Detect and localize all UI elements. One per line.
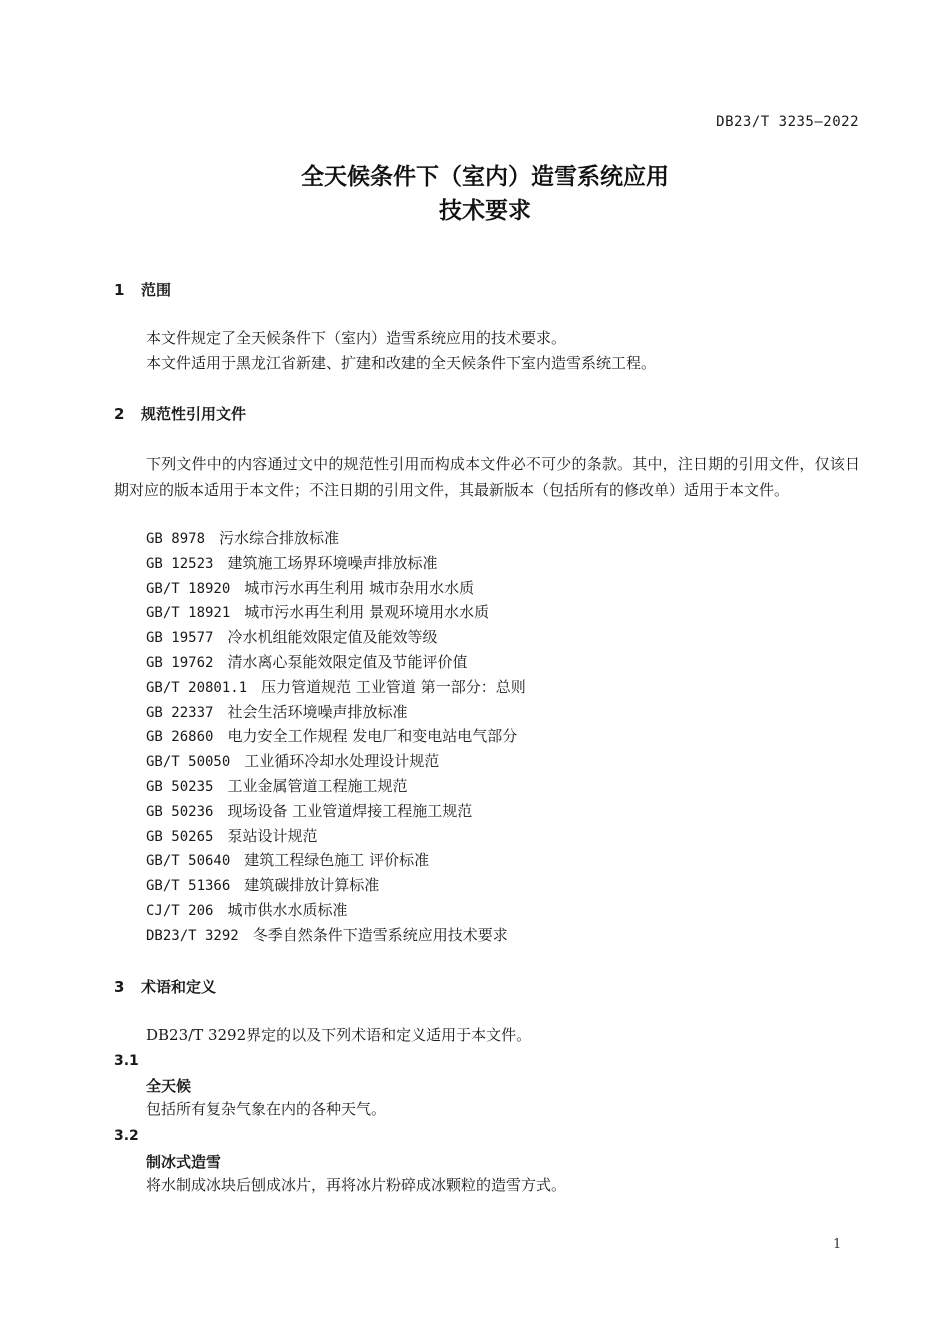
reference-title: 电力安全工作规程 发电厂和变电站电气部分 bbox=[227, 727, 518, 746]
reference-code: GB/T 18920 bbox=[146, 580, 231, 597]
section-2-number: 2 bbox=[114, 405, 125, 423]
reference-title: 冷水机组能效限定值及能效等级 bbox=[227, 628, 438, 647]
reference-item bbox=[146, 652, 526, 677]
reference-code: GB 26860 bbox=[146, 729, 214, 746]
section-2-intro: 下列文件中的内容通过文中的规范性引用而构成本文件必不可少的条款。其中，注日期的引用文件，仅该日期对应的版本适用于本文件；不注日期的引用文件，其最新版本（包括所有的修改单）适用于本文件。 bbox=[114, 455, 860, 499]
reference-code: DB23/T 3292 bbox=[146, 927, 239, 944]
section-1-paragraph-2: 本文件适用于黑龙江省新建、扩建和改建的全天候条件下室内造雪系统工程。 bbox=[146, 354, 657, 372]
reference-title: 建筑碳排放计算标准 bbox=[244, 876, 380, 895]
reference-code: GB 12523 bbox=[146, 555, 214, 572]
reference-item bbox=[146, 900, 526, 925]
reference-item bbox=[146, 801, 526, 826]
definition-3-2: 将水制成冰块后刨成冰片，再将冰片粉碎成冰颗粒的造雪方式。 bbox=[146, 1176, 567, 1194]
reference-title: 社会生活环境噪声排放标准 bbox=[227, 702, 408, 721]
reference-code: CJ/T 206 bbox=[146, 902, 214, 919]
section-1-title: 范围 bbox=[141, 281, 172, 299]
section-1-number: 1 bbox=[114, 281, 125, 299]
reference-item bbox=[146, 875, 526, 900]
reference-item bbox=[146, 850, 526, 875]
reference-item bbox=[146, 627, 526, 652]
reference-item bbox=[146, 702, 526, 727]
standard-code: DB23/T 3235—2022 bbox=[716, 114, 859, 130]
reference-code: GB 50265 bbox=[146, 828, 214, 845]
reference-item bbox=[146, 578, 526, 603]
section-1-heading bbox=[114, 279, 171, 300]
reference-title: 污水综合排放标准 bbox=[219, 529, 340, 547]
reference-code: GB 50236 bbox=[146, 803, 214, 820]
reference-title: 工业循环冷却水处理设计规范 bbox=[244, 752, 440, 771]
reference-title: 建筑施工场界环境噪声排放标准 bbox=[227, 553, 438, 572]
reference-item bbox=[146, 826, 526, 851]
clause-3-1-number: 3.1 bbox=[114, 1053, 139, 1069]
reference-code: GB/T 18921 bbox=[146, 605, 231, 622]
term-3-2: 制冰式造雪 bbox=[146, 1153, 222, 1171]
reference-code: GB/T 51366 bbox=[146, 878, 231, 895]
document-title-line1: 全天候条件下（室内）造雪系统应用 bbox=[301, 164, 669, 190]
reference-code: GB 22337 bbox=[146, 704, 214, 721]
reference-title: 城市污水再生利用 景观环境用水水质 bbox=[244, 603, 490, 622]
section-3-number: 3 bbox=[114, 978, 125, 996]
reference-code: GB 8978 bbox=[146, 531, 206, 547]
reference-item bbox=[146, 751, 526, 776]
page-number: 1 bbox=[833, 1237, 842, 1252]
clause-3-2-number: 3.2 bbox=[114, 1128, 139, 1144]
reference-title: 现场设备 工业管道焊接工程施工规范 bbox=[227, 801, 473, 820]
reference-title: 泵站设计规范 bbox=[227, 826, 318, 845]
reference-code: GB/T 50050 bbox=[146, 754, 231, 771]
reference-title: 压力管道规范 工业管道 第一部分：总则 bbox=[261, 677, 526, 696]
definition-3-1: 包括所有复杂气象在内的各种天气。 bbox=[146, 1100, 387, 1118]
reference-title: 清水离心泵能效限定值及节能评价值 bbox=[227, 652, 468, 671]
normative-reference-list bbox=[146, 528, 526, 950]
section-2-heading bbox=[114, 403, 246, 424]
reference-title: 城市供水水质标准 bbox=[227, 900, 348, 919]
section-3-title: 术语和定义 bbox=[141, 978, 217, 996]
section-2-title: 规范性引用文件 bbox=[141, 405, 247, 423]
section-3-intro: DB23/T 3292界定的以及下列术语和定义适用于本文件。 bbox=[146, 1026, 532, 1044]
reference-item bbox=[146, 553, 526, 578]
reference-title: 工业金属管道工程施工规范 bbox=[227, 776, 408, 795]
reference-code: GB 19762 bbox=[146, 654, 214, 671]
term-3-1: 全天候 bbox=[146, 1077, 192, 1095]
reference-item bbox=[146, 726, 526, 751]
reference-item bbox=[146, 677, 526, 702]
reference-code: GB 50235 bbox=[146, 778, 214, 795]
reference-title: 建筑工程绿色施工 评价标准 bbox=[244, 851, 430, 870]
reference-item bbox=[146, 925, 526, 950]
reference-title: 城市污水再生利用 城市杂用水水质 bbox=[244, 578, 475, 597]
reference-item bbox=[146, 528, 526, 553]
reference-title: 冬季自然条件下造雪系统应用技术要求 bbox=[252, 925, 508, 944]
reference-code: GB 19577 bbox=[146, 630, 214, 647]
reference-item bbox=[146, 776, 526, 801]
reference-item bbox=[146, 602, 526, 627]
document-title-line2: 技术要求 bbox=[439, 198, 531, 224]
reference-code: GB/T 20801.1 bbox=[146, 679, 248, 696]
section-1-paragraph-1: 本文件规定了全天候条件下（室内）造雪系统应用的技术要求。 bbox=[146, 329, 567, 347]
reference-code: GB/T 50640 bbox=[146, 853, 231, 870]
section-3-heading bbox=[114, 976, 216, 997]
